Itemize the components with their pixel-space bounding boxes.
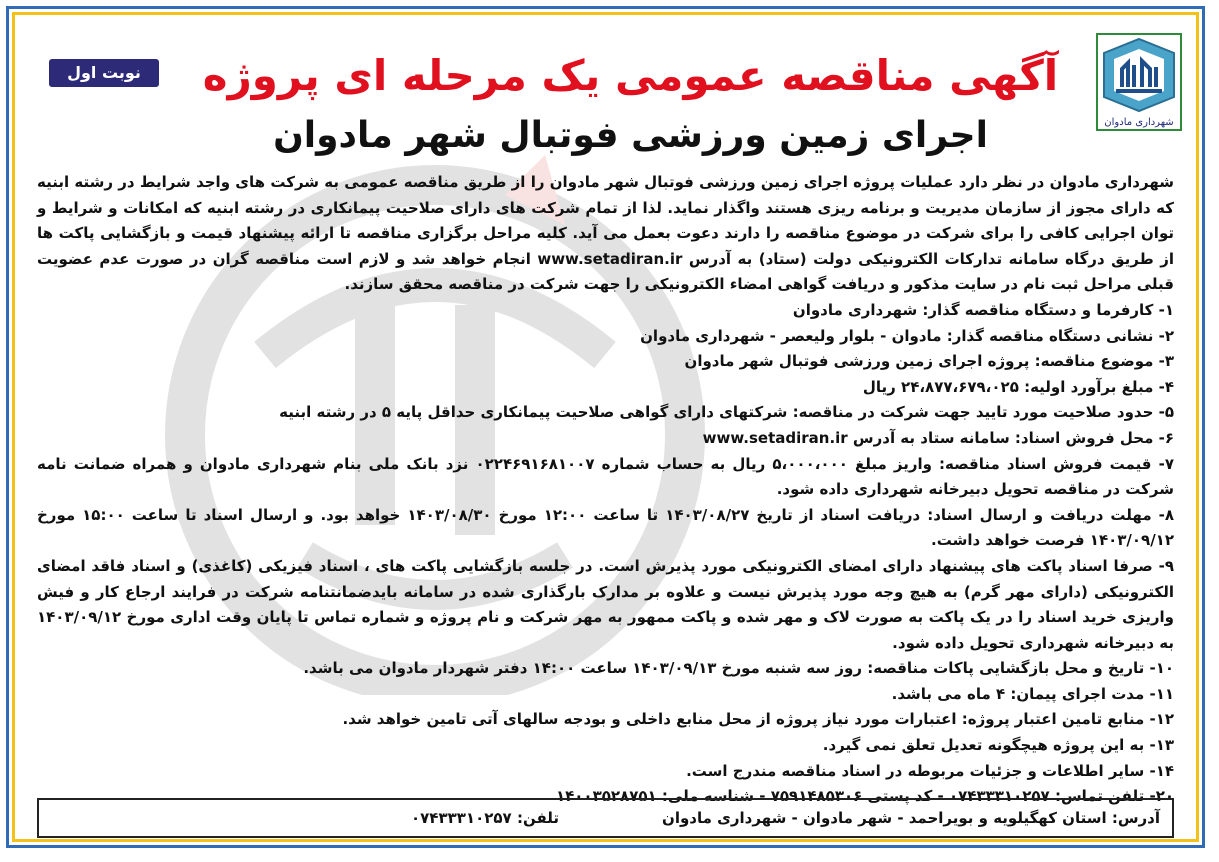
- logo-caption: شهرداری مادوان: [1104, 117, 1174, 128]
- contact-footer: [37, 798, 1174, 838]
- first-round-badge: نوبت اول: [49, 59, 159, 87]
- list-item: ۴- مبلغ برآورد اولیه: ۲۴،۸۷۷،۶۷۹،۰۲۵ ریال: [862, 377, 1174, 396]
- list-item: ۱۱- مدت اجرای پیمان: ۴ ماه می باشد.: [891, 684, 1174, 703]
- list-item: ۱۴- سایر اطلاعات و جزئیات مربوطه در اسناد مناقصه مندرج است.: [686, 761, 1174, 780]
- municipality-logo: [1096, 33, 1182, 131]
- notice-title: آگهی مناقصه عمومی یک مرحله ای پروژه: [202, 51, 1059, 100]
- list-item: ۲۰- تلفن تماس: ۰۷۴۳۳۳۱۰۲۵۷ - کد پستی ۷۵۹۱۴۸۵۳۰۶ - شناسه ملی: ۱۴۰۰۳۵۲۸۷۵۱: [555, 787, 1174, 806]
- intro-paragraph: شهرداری مادوان در نظر دارد عملیات پروژه اجرای زمین ورزشی فوتبال شهر مادوان را از طریق مناقصه عمومی به شرکت های واجد شرایط در رشته ابنیه که دارای مجوز از سازمان مدیریت و برنامه ریزی هستند واگذار نماید. لذا از تمام شرکت های دارای صلاحیت پیمانکاری در رشته ابنیه که امکانات و شرایط و توان اجرایی کافی را برای شرکت در موضوع مناقصه را دارند دعوت بعمل می آید. کلیه مراحل برگزاری مناقصه تا ارائه پیشنهاد قیمت و بازگشایی پاکت ها از طریق درگاه سامانه تدارکات الکترونیکی دولت (ستاد) به آدرس www.setadiran.ir انجام خواهد شد و لازم است مناقصه گران در صورت عدم عضویت قبلی مراحل ثبت نام در سایت مذکور و دریافت گواهی امضاء الکترونیکی را جهت شرکت در مناقصه محقق سازند.: [37, 173, 1175, 294]
- list-item: ۶- محل فروش اسناد: سامانه ستاد به آدرس www.setadiran.ir: [702, 428, 1174, 447]
- notice-subtitle: اجرای زمین ورزشی فوتبال شهر مادوان: [273, 115, 988, 156]
- list-item: ۱- کارفرما و دستگاه مناقصه گذار: شهرداری مادوان: [792, 300, 1174, 319]
- footer-address: آدرس: استان کهگیلویه و بویراحمد - شهر مادوان - شهرداری مادوان: [662, 809, 1160, 827]
- list-item: ۸- مهلت دریافت و ارسال اسناد: دریافت اسناد از تاریخ ۱۴۰۳/۰۸/۲۷ تا ساعت ۱۲:۰۰ مورخ ۱۴۰۳/۰۸/۳۰ خواهد بود. و ارسال اسناد تا ساعت ۱۵:۰۰ مورخ ۱۴۰۳/۰۹/۱۲ فرصت خواهد داشت.: [37, 505, 1175, 550]
- footer-phone: تلفن: ۰۷۴۳۳۳۱۰۲۵۷: [411, 809, 559, 827]
- list-item: ۵- حدود صلاحیت مورد تایید جهت شرکت در مناقصه: شرکتهای دارای گواهی صلاحیت پیمانکاری حداقل پایه ۵ در رشته ابنیه: [279, 403, 1174, 422]
- list-item: ۳- موضوع مناقصه: پروژه اجرای زمین ورزشی فوتبال شهر مادوان: [684, 352, 1174, 371]
- emblem-icon: [1098, 35, 1180, 115]
- list-item: ۱۳- به این پروژه هیچگونه تعدیل تعلق نمی گیرد.: [822, 736, 1174, 755]
- notice-body: [37, 170, 1174, 810]
- list-item: ۱۰- تاریخ و محل بازگشایی پاکات مناقصه: روز سه شنبه مورخ ۱۴۰۳/۰۹/۱۳ ساعت ۱۴:۰۰ دفتر شهردار مادوان می باشد.: [303, 659, 1174, 678]
- list-item: ۹- صرفا اسناد پاکت های پیشنهاد دارای امضای الکترونیکی مورد پذیرش است. در جلسه بازگشایی پاکت های ، اسناد فیزیکی (کاغذی) و اسناد فاقد امضای الکترونیکی (دارای مهر گرم) به هیچ وجه مورد پذیرش نیست و علاوه بر مدارک بارگذاری شده در سامانه بایدضمانتنامه شرکت در فرایند ارجاع کار و فیش واریزی خرید اسناد را در یک پاکت به صورت لاک و مهر شده و پاکت ممهور به مهر شرکت و نام پروژه و شماره تماس تا پایان وقت اداری مورخ ۱۴۰۳/۰۹/۱۲ به دبیرخانه شهرداری تحویل داده شود.: [37, 556, 1174, 652]
- list-item: ۷- قیمت فروش اسناد مناقصه: واریز مبلغ ۵،۰۰۰،۰۰۰ ریال به حساب شماره ۰۲۲۴۶۹۱۶۸۱۰۰۷ نزد بانک ملی بنام شهرداری مادوان و همراه ضمانت نامه شرکت در مناقصه تحویل دبیرخانه شهرداری داده شود.: [37, 454, 1174, 499]
- notice-frame: [6, 6, 1205, 848]
- list-item: ۲- نشانی دستگاه مناقصه گذار: مادوان - بلوار ولیعصر - شهرداری مادوان: [640, 326, 1174, 345]
- list-item: ۱۲- منابع تامین اعتبار پروژه: اعتبارات مورد نیاز پروژه از محل منابع داخلی و بودجه سالهای آتی تامین خواهد شد.: [342, 710, 1174, 729]
- notice-inner-frame: [12, 12, 1199, 842]
